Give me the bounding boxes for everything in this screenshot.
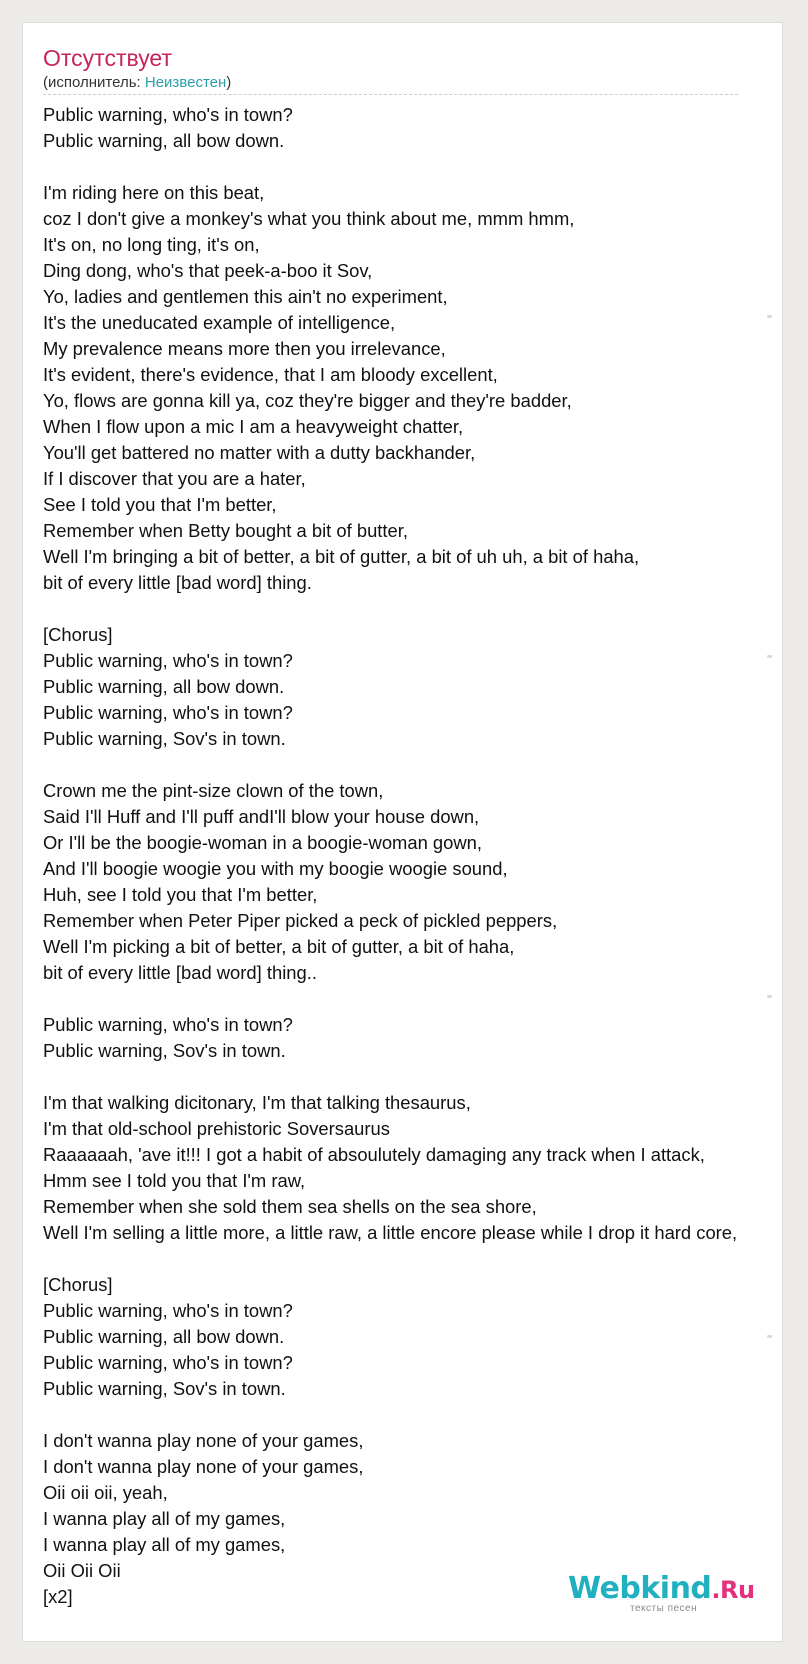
lyric-line: Remember when Peter Piper picked a peck of pickled peppers,	[43, 910, 558, 931]
lyric-line: Or I'll be the boogie-woman in a boogie-woman gown,	[43, 832, 483, 853]
lyric-line: Well I'm picking a bit of better, a bit of gutter, a bit of haha,	[43, 936, 515, 957]
lyric-line: If I discover that you are a hater,	[43, 468, 306, 489]
lyric-line: I don't wanna play none of your games,	[43, 1456, 364, 1477]
lyric-line: coz I don't give a monkey's what you think about me, mmm hmm,	[43, 208, 575, 229]
lyric-line: Remember when she sold them sea shells on the sea shore,	[43, 1196, 537, 1217]
lyric-line: I wanna play all of my games,	[43, 1534, 286, 1555]
lyric-line: Yo, flows are gonna kill ya, coz they're bigger and they're badder,	[43, 390, 572, 411]
lyric-line: It's the uneducated example of intelligence,	[43, 312, 396, 333]
lyric-line: Yo, ladies and gentlemen this ain't no experiment,	[43, 286, 448, 307]
lyric-line: [Chorus]	[43, 624, 113, 645]
artist-prefix: (исполнитель:	[43, 74, 145, 91]
lyric-line: Public warning, who's in town?	[43, 104, 293, 125]
lyric-line: See I told you that I'm better,	[43, 494, 277, 515]
lyric-line	[43, 986, 783, 1012]
lyric-line: Crown me the pint-size clown of the town,	[43, 780, 384, 801]
lyric-line: Public warning, who's in town?	[43, 1352, 293, 1373]
artist-link[interactable]: Неизвестен	[144, 74, 227, 91]
logo-subtitle: тексты песен	[630, 1603, 698, 1614]
lyric-line: I wanna play all of my games,	[43, 1508, 286, 1529]
lyric-line: It's on, no long ting, it's on,	[43, 234, 260, 255]
lyric-line: Remember when Betty bought a bit of butter,	[43, 520, 408, 541]
lyric-line: Well I'm selling a little more, a little raw, a little encore please while I drop it hard core,	[43, 1222, 738, 1243]
lyric-line	[43, 1246, 783, 1272]
lyric-line: [x2]	[43, 1586, 73, 1607]
lyric-line: I'm that walking dicitonary, I'm that talking thesaurus,	[43, 1092, 471, 1113]
lyric-line	[43, 1402, 783, 1428]
lyric-line: Public warning, Sov's in town.	[43, 728, 286, 749]
lyric-line: Oii Oii Oii	[43, 1560, 121, 1581]
lyric-line: Public warning, who's in town?	[43, 650, 293, 671]
lyric-line: [Chorus]	[43, 1274, 113, 1295]
lyrics-body	[43, 102, 783, 1610]
lyric-line: Huh, see I told you that I'm better,	[43, 884, 318, 905]
lyric-line: Raaaaaah, 'ave it!!! I got a habit of absoulutely damaging any track when I attack,	[43, 1144, 705, 1165]
lyric-line: Public warning, all bow down.	[43, 1326, 285, 1347]
lyric-line	[43, 154, 783, 180]
song-title: Отсутствует	[43, 45, 172, 71]
edge-mark	[767, 1335, 772, 1338]
logo-tld: .Ru	[711, 1576, 755, 1604]
logo-main-text: Webkind	[568, 1571, 712, 1606]
lyric-line: I don't wanna play none of your games,	[43, 1430, 364, 1451]
lyric-line: When I flow upon a mic I am a heavyweight chatter,	[43, 416, 464, 437]
lyric-line: Public warning, Sov's in town.	[43, 1040, 286, 1061]
header-divider	[43, 94, 738, 95]
lyric-line: I'm that old-school prehistoric Soversaurus	[43, 1118, 390, 1139]
lyric-line	[43, 1064, 783, 1090]
artist-line	[43, 74, 231, 92]
lyric-line: Said I'll Huff and I'll puff andI'll blow your house down,	[43, 806, 480, 827]
lyric-line: You'll get battered no matter with a dutty backhander,	[43, 442, 476, 463]
webkind-logo[interactable]	[568, 1572, 758, 1612]
lyric-line: Well I'm bringing a bit of better, a bit of gutter, a bit of uh uh, a bit of haha,	[43, 546, 640, 567]
lyric-line: Public warning, who's in town?	[43, 1300, 293, 1321]
artist-suffix: )	[226, 74, 232, 91]
lyric-line	[43, 752, 783, 778]
lyric-line: It's evident, there's evidence, that I am bloody excellent,	[43, 364, 498, 385]
lyrics-card	[22, 22, 783, 1642]
lyric-line: Hmm see I told you that I'm raw,	[43, 1170, 306, 1191]
lyric-line: Public warning, all bow down.	[43, 130, 285, 151]
lyric-line: I'm riding here on this beat,	[43, 182, 265, 203]
edge-mark	[767, 995, 772, 998]
lyric-line: Oii oii oii, yeah,	[43, 1482, 168, 1503]
lyric-line: Ding dong, who's that peek-a-boo it Sov,	[43, 260, 373, 281]
lyric-line: Public warning, who's in town?	[43, 1014, 293, 1035]
lyric-line: bit of every little [bad word] thing.	[43, 572, 312, 593]
edge-mark	[767, 315, 772, 318]
lyric-line: bit of every little [bad word] thing..	[43, 962, 317, 983]
lyric-line: Public warning, who's in town?	[43, 702, 293, 723]
lyric-line: And I'll boogie woogie you with my boogie woogie sound,	[43, 858, 508, 879]
lyric-line: Public warning, Sov's in town.	[43, 1378, 286, 1399]
lyric-line: Public warning, all bow down.	[43, 676, 285, 697]
lyric-line	[43, 596, 783, 622]
edge-mark	[767, 655, 772, 658]
lyric-line: My prevalence means more then you irrelevance,	[43, 338, 446, 359]
logo-wordmark	[568, 1572, 755, 1607]
